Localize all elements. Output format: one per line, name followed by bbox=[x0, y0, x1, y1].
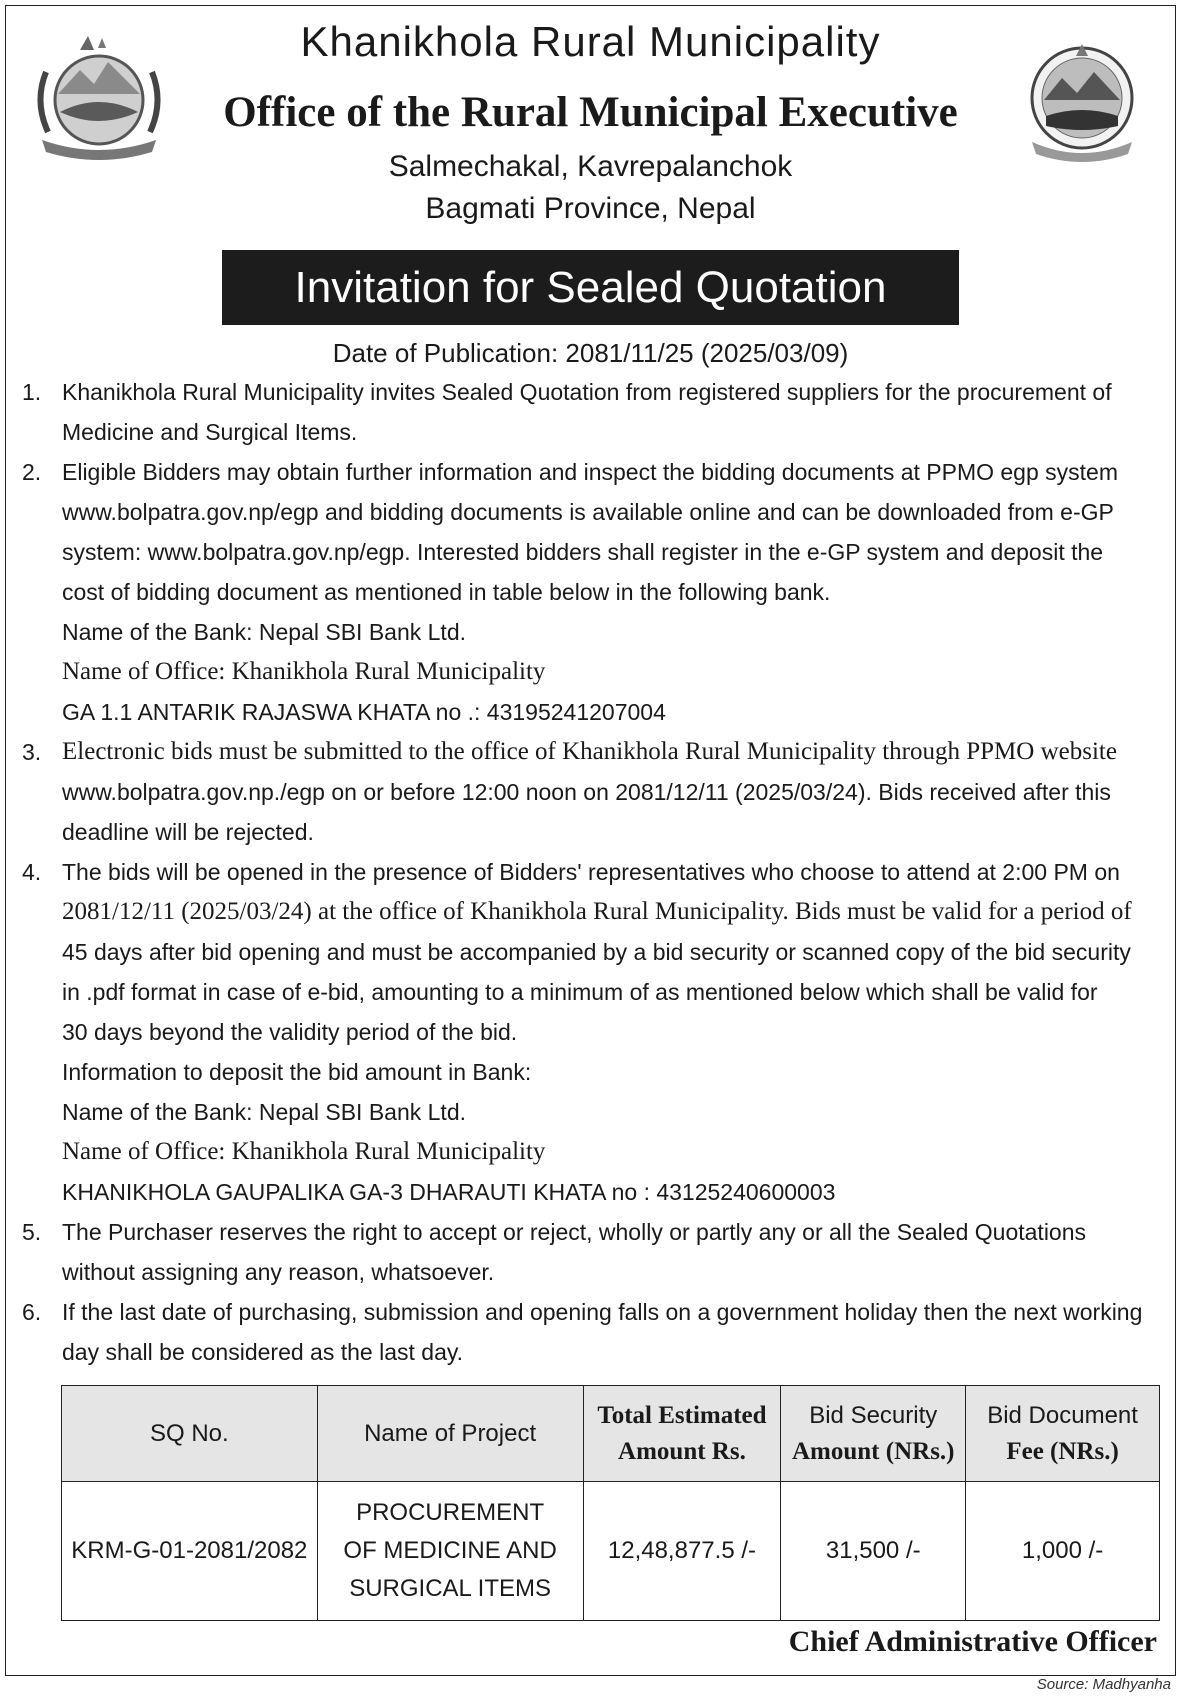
signoff-title: Chief Administrative Officer bbox=[788, 1625, 1157, 1658]
office-name: Office of the Rural Municipal Executive bbox=[223, 89, 958, 136]
col-bid-fee bbox=[966, 1386, 1160, 1482]
table-row bbox=[62, 1482, 1160, 1621]
item-number: 5. bbox=[22, 1219, 42, 1245]
col-bid-security bbox=[781, 1386, 966, 1482]
header-line: Amount Rs. bbox=[618, 1437, 746, 1465]
cell-sq-no: KRM-G-01-2081/2082 bbox=[62, 1482, 318, 1621]
header-line: Bid Security bbox=[809, 1401, 938, 1429]
item-number: 6. bbox=[22, 1299, 42, 1325]
header-line: Total Estimated bbox=[597, 1401, 767, 1429]
item-line: Medicine and Surgical Items. bbox=[62, 419, 358, 445]
account-number: GA 1.1 ANTARIK RAJASWA KHATA no .: 43195241207004 bbox=[62, 699, 666, 725]
item-line: 30 days beyond the validity period of the bid. bbox=[62, 1019, 518, 1045]
municipality-name: Khanikhola Rural Municipality bbox=[300, 18, 881, 65]
account-number: KHANIKHOLA GAUPALIKA GA-3 DHARAUTI KHATA no : 43125240600003 bbox=[62, 1179, 836, 1205]
publication-date: Date of Publication: 2081/11/25 (2025/03/09) bbox=[332, 338, 849, 368]
bank-name: Name of the Bank: Nepal SBI Bank Ltd. bbox=[62, 1099, 467, 1125]
item-line: 2081/12/11 (2025/03/24) at the office of Khanikhola Rural Municipality. Bids must be valid for a period of bbox=[62, 898, 1132, 925]
item-line: Electronic bids must be submitted to the office of Khanikhola Rural Municipality through PPMO website bbox=[62, 738, 1117, 765]
item-number: 3. bbox=[22, 739, 42, 765]
item-number: 1. bbox=[22, 379, 42, 405]
item-line: If the last date of purchasing, submission and opening falls on a government holiday then the next working bbox=[62, 1299, 1143, 1325]
notice-title: Invitation for Sealed Quotation bbox=[222, 250, 959, 325]
bank-name: Name of the Bank: Nepal SBI Bank Ltd. bbox=[62, 619, 467, 645]
project-line: SURGICAL ITEMS bbox=[349, 1575, 551, 1602]
project-line: OF MEDICINE AND bbox=[343, 1537, 557, 1564]
item-line: The bids will be opened in the presence of Bidders' representatives who choose to attend at 2:00 PM on bbox=[62, 859, 1120, 885]
cell-bid-security: 31,500 /- bbox=[781, 1482, 966, 1621]
item-line: Eligible Bidders may obtain further information and inspect the bidding documents at PPMO egp system bbox=[62, 459, 1119, 485]
list-item bbox=[22, 372, 1162, 452]
list-item bbox=[22, 1292, 1162, 1372]
list-item bbox=[22, 452, 1162, 732]
list-item bbox=[22, 1212, 1162, 1292]
header-line: Bid Document bbox=[987, 1401, 1138, 1429]
item-line: day shall be considered as the last day. bbox=[62, 1339, 464, 1365]
item-line: www.bolpatra.gov.np/egp and bidding documents is available online and can be downloaded from e-GP bbox=[62, 499, 1114, 525]
item-line: cost of bidding document as mentioned in table below in the following bank. bbox=[62, 579, 831, 605]
notice-items bbox=[22, 372, 1162, 1372]
address-line-1: Salmechakal, Kavrepalanchok bbox=[388, 150, 793, 183]
col-sq-no: SQ No. bbox=[62, 1386, 318, 1482]
table-header-row bbox=[62, 1386, 1160, 1482]
col-total-amount bbox=[583, 1386, 781, 1482]
item-line: 45 days after bid opening and must be accompanied by a bid security or scanned copy of the bid security bbox=[62, 939, 1131, 965]
list-item bbox=[22, 852, 1162, 1212]
item-number: 2. bbox=[22, 459, 42, 485]
office-name-line: Name of Office: Khanikhola Rural Municipality bbox=[62, 658, 546, 685]
item-number: 4. bbox=[22, 859, 42, 885]
quotation-table bbox=[61, 1385, 1160, 1621]
cell-total-amount: 12,48,877.5 /- bbox=[583, 1482, 781, 1621]
source-credit: Source: Madhyanha bbox=[1036, 1676, 1171, 1693]
list-item bbox=[22, 732, 1162, 852]
item-line: Khanikhola Rural Municipality invites Sealed Quotation from registered suppliers for the procurement of bbox=[62, 379, 1112, 405]
address-line-2: Bagmati Province, Nepal bbox=[425, 192, 756, 225]
item-line: www.bolpatra.gov.np./egp on or before 12:00 noon on 2081/12/11 (2025/03/24). Bids received after this bbox=[62, 779, 1111, 805]
cell-project bbox=[317, 1482, 583, 1621]
item-line: deadline will be rejected. bbox=[62, 819, 314, 845]
item-line: system: www.bolpatra.gov.np/egp. Interested bidders shall register in the e-GP system and deposit the bbox=[62, 539, 1104, 565]
header-line: Fee (NRs.) bbox=[1006, 1437, 1119, 1465]
project-line: PROCUREMENT bbox=[356, 1499, 545, 1526]
office-name-line: Name of Office: Khanikhola Rural Municipality bbox=[62, 1138, 546, 1165]
deposit-info: Information to deposit the bid amount in Bank: bbox=[62, 1059, 532, 1085]
cell-bid-fee: 1,000 /- bbox=[966, 1482, 1160, 1621]
item-line: without assigning any reason, whatsoever. bbox=[62, 1259, 495, 1285]
item-line: in .pdf format in case of e-bid, amounting to a minimum of as mentioned below which shall be valid for bbox=[62, 979, 1098, 1005]
header-line: Amount (NRs.) bbox=[792, 1437, 955, 1465]
col-project: Name of Project bbox=[317, 1386, 583, 1482]
item-line: The Purchaser reserves the right to accept or reject, wholly or partly any or all the Sealed Quotations bbox=[62, 1219, 1087, 1245]
